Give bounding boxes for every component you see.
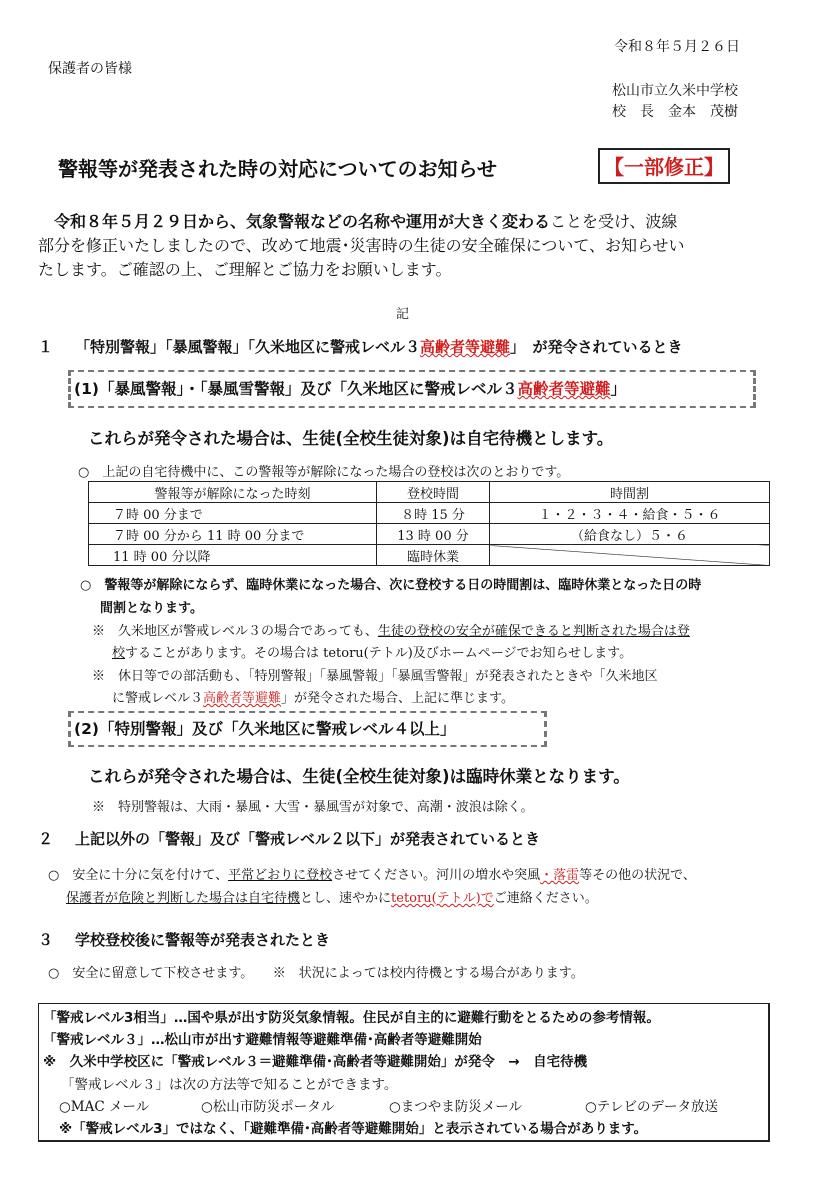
table-cell: 11 時 00 分以降 bbox=[89, 545, 377, 566]
revised-text: 高齢者等避難 bbox=[203, 691, 282, 706]
resume-schedule-table bbox=[88, 481, 770, 566]
revision-tag: 【一部修正】 bbox=[598, 148, 730, 184]
revised-text: ・落雷 bbox=[540, 868, 580, 883]
info-method: ○まつやま防災メール bbox=[389, 1099, 523, 1115]
school-name: 松山市立久米中学校 bbox=[612, 83, 738, 99]
table-cell: １・２・３・４・給食・５・６ bbox=[490, 503, 770, 524]
revised-text: 高齢者等避難 bbox=[517, 380, 611, 398]
resume-intro: ○ 上記の自宅待機中に、この警報等が解除になった場合の登校は次のとおりです。 bbox=[78, 465, 570, 480]
recipient: 保護者の皆様 bbox=[48, 61, 132, 77]
subsection-1-heading: (1)「暴風警報」・「暴風雪警報」及び「久米地区に警戒レベル３高齢者等避難」 bbox=[74, 380, 626, 398]
section-2-heading: ２ 上記以外の「警報」及び「警戒レベル２以下」が発表されているとき bbox=[38, 830, 541, 848]
info-method: ○テレビのデータ放送 bbox=[585, 1099, 719, 1115]
info-line-4: 「警戒レベル３」は次の方法等で知ることができます。 bbox=[61, 1077, 398, 1093]
subsection-2-heading: (2)「特別警報」及び「久米地区に警戒レベル４以上」 bbox=[74, 720, 456, 738]
table-cell-empty bbox=[490, 545, 770, 566]
closure-note-line-2: 間割となります。 bbox=[100, 601, 203, 616]
info-method: ○MAC メール bbox=[59, 1099, 150, 1115]
info-line-1: 「警戒レベル3相当」…国や県が出す防災気象情報。住民が自主的に避難行動をとるための参考情報。 bbox=[43, 1010, 660, 1026]
revised-text: 高齢者等避難 bbox=[420, 338, 511, 356]
principal-name: 校 長 金本 茂樹 bbox=[612, 104, 738, 120]
table-header-cell: 登校時間 bbox=[377, 482, 490, 503]
page-title: 警報等が発表された時の対応についてのお知らせ bbox=[58, 157, 497, 181]
section-3-line-1: ○ 安全に留意して下校させます。 ※ 状況によっては校内待機とする場合があります。 bbox=[48, 966, 584, 981]
intro-line-3: たします。ご確認の上、ご理解とご協力をお願いします。 bbox=[38, 260, 452, 279]
table-header-cell: 時間割 bbox=[490, 482, 770, 503]
section-2-line-2: 保護者が危険と判断した場合は自宅待機とし、速やかにtetoru(テトル)でご連絡ください。 bbox=[66, 891, 598, 906]
info-line-3: ※ 久米中学校区に「警戒レベル３＝避難準備･高齢者等避難開始」が発令 → 自宅待機 bbox=[43, 1054, 588, 1070]
kome-note-1-line-1: ※ 久米地区が警戒レベル３の場合であっても、生徒の登校の安全が確保できると判断された場合は登 bbox=[92, 624, 690, 639]
table-cell: ７時 00 分まで bbox=[89, 503, 377, 524]
table-header-row bbox=[89, 482, 770, 503]
section-2-line-1: ○ 安全に十分に気を付けて、平常どおりに登校させてください。河川の増水や突風・落雷等その他の状況で、 bbox=[48, 868, 696, 883]
kome-note-2-line-1: ※ 休日等での部活動も、「特別警報」「暴風警報」「暴風雪警報」が発表されたときや「久米地区 bbox=[92, 669, 658, 684]
table-row bbox=[89, 524, 770, 545]
special-warning-note: ※ 特別警報は、大雨・暴風・大雪・暴風雪が対象で、高潮・波浪は除く。 bbox=[92, 800, 534, 815]
table-row bbox=[89, 545, 770, 566]
section-3-heading: ３ 学校登校後に警報等が発表されたとき bbox=[38, 931, 331, 949]
intro-line-1: 令和８年５月２９日から、気象警報などの名称や運用が大きく変わることを受け、波線 bbox=[54, 212, 678, 231]
table-cell: ８時 15 分 bbox=[377, 503, 490, 524]
subsection-1-statement: これらが発令された場合は、生徒(全校生徒対象)は自宅待機とします。 bbox=[88, 429, 614, 448]
ki-marker: 記 bbox=[396, 307, 410, 322]
info-line-6: ※「警戒レベル3」ではなく、「避難準備･高齢者等避難開始」と表示されている場合があります。 bbox=[59, 1121, 648, 1137]
subsection-2-statement: これらが発令された場合は、生徒(全校生徒対象)は臨時休業となります。 bbox=[88, 767, 630, 786]
table-header-cell: 警報等が解除になった時刻 bbox=[89, 482, 377, 503]
table-row bbox=[89, 503, 770, 524]
kome-note-2-line-2: に警戒レベル３高齢者等避難」が発令された場合、上記に準じます。 bbox=[112, 691, 514, 706]
revised-text: tetoru(テトル)で bbox=[391, 891, 494, 906]
info-line-2: 「警戒レベル３」…松山市が出す避難情報等避難準備･高齢者等避難開始 bbox=[43, 1032, 482, 1048]
closure-note-line-1: ○ 警報等が解除にならず、臨時休業になった場合、次に登校する日の時間割は、臨時休業となった日の時 bbox=[80, 578, 702, 593]
info-method: ○松山市防災ポータル bbox=[201, 1099, 335, 1115]
intro-line-2: 部分を修正いたしましたので、改めて地震･災害時の生徒の安全確保について、お知らせい bbox=[38, 236, 685, 255]
table-cell: 13 時 00 分 bbox=[377, 524, 490, 545]
table-cell: ７時 00 分から 11 時 00 分まで bbox=[89, 524, 377, 545]
intro-bold: 令和８年５月２９日から、気象警報などの名称や運用が大きく変わる bbox=[54, 212, 551, 231]
table-cell: 臨時休業 bbox=[377, 545, 490, 566]
section-1-heading: １ 「特別警報」「暴風警報」「久米地区に警戒レベル３高齢者等避難」 が発令されているとき bbox=[38, 338, 683, 356]
kome-note-1-line-2: 校することがあります。その場合は tetoru(テトル)及びホームページでお知らせします。 bbox=[112, 646, 633, 661]
document-date: 令和８年５月２６日 bbox=[614, 39, 740, 55]
table-cell: （給食なし）５・６ bbox=[490, 524, 770, 545]
alert-level-info-box bbox=[38, 1003, 770, 1142]
